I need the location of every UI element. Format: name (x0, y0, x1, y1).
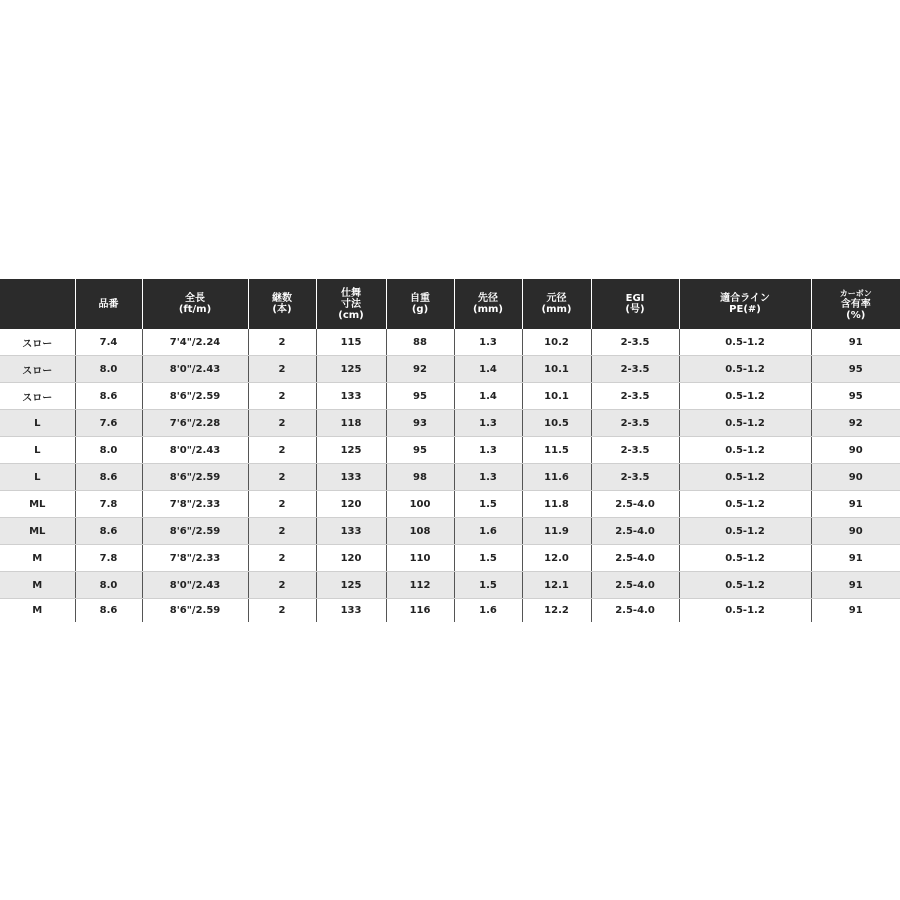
cell-closed-length: 115 (316, 329, 386, 356)
table-row (0, 410, 900, 437)
cell-weight: 108 (386, 518, 454, 545)
header-butt-diameter (522, 279, 591, 329)
cell-total-length: 8'0"/2.43 (142, 572, 248, 599)
table-row (0, 572, 900, 599)
cell-closed-length: 125 (316, 437, 386, 464)
spec-table-body (0, 329, 900, 622)
cell-tip-diameter: 1.3 (454, 437, 522, 464)
cell-carbon-content: 90 (811, 518, 900, 545)
cell-total-length: 8'6"/2.59 (142, 464, 248, 491)
cell-pieces: 2 (248, 599, 316, 623)
cell-line-pe: 0.5-1.2 (679, 464, 811, 491)
cell-weight: 95 (386, 383, 454, 410)
cell-egi-size: 2-3.5 (591, 464, 679, 491)
cell-total-length: 8'0"/2.43 (142, 356, 248, 383)
header-egi-size (591, 279, 679, 329)
cell-carbon-content: 95 (811, 356, 900, 383)
cell-line-pe: 0.5-1.2 (679, 545, 811, 572)
cell-total-length: 8'6"/2.59 (142, 383, 248, 410)
cell-pieces: 2 (248, 572, 316, 599)
cell-tip-diameter: 1.3 (454, 329, 522, 356)
cell-weight: 100 (386, 491, 454, 518)
header-butt-diameter-line: (mm) (541, 304, 572, 315)
header-weight-line: 自重 (410, 293, 430, 304)
cell-tip-diameter: 1.5 (454, 545, 522, 572)
cell-butt-diameter: 11.9 (522, 518, 591, 545)
cell-line-pe: 0.5-1.2 (679, 410, 811, 437)
cell-total-length: 8'6"/2.59 (142, 518, 248, 545)
cell-butt-diameter: 10.2 (522, 329, 591, 356)
cell-total-length: 8'0"/2.43 (142, 437, 248, 464)
cell-model-type: L (0, 410, 75, 437)
header-line-pe-line: 適合ライン (720, 293, 770, 304)
cell-line-pe: 0.5-1.2 (679, 518, 811, 545)
cell-weight: 92 (386, 356, 454, 383)
table-row (0, 356, 900, 383)
cell-model-type: L (0, 437, 75, 464)
table-row (0, 518, 900, 545)
cell-weight: 95 (386, 437, 454, 464)
cell-tip-diameter: 1.5 (454, 491, 522, 518)
cell-butt-diameter: 12.2 (522, 599, 591, 623)
header-line-pe (679, 279, 811, 329)
cell-product-number: 8.6 (75, 464, 142, 491)
cell-total-length: 7'8"/2.33 (142, 491, 248, 518)
cell-butt-diameter: 10.5 (522, 410, 591, 437)
cell-model-type: ML (0, 491, 75, 518)
header-total-length-line: (ft/m) (178, 304, 212, 315)
cell-closed-length: 120 (316, 545, 386, 572)
cell-model-type: L (0, 464, 75, 491)
cell-model-type: M (0, 545, 75, 572)
cell-egi-size: 2.5-4.0 (591, 491, 679, 518)
cell-carbon-content: 91 (811, 572, 900, 599)
cell-pieces: 2 (248, 356, 316, 383)
cell-tip-diameter: 1.6 (454, 599, 522, 623)
header-pieces (248, 279, 316, 329)
cell-carbon-content: 91 (811, 599, 900, 623)
cell-egi-size: 2-3.5 (591, 383, 679, 410)
header-tip-diameter (454, 279, 522, 329)
cell-total-length: 8'6"/2.59 (142, 599, 248, 623)
cell-model-type: M (0, 599, 75, 623)
cell-carbon-content: 91 (811, 329, 900, 356)
cell-butt-diameter: 12.1 (522, 572, 591, 599)
header-carbon-content-line: カーボン (839, 288, 872, 298)
header-carbon-content (811, 279, 900, 329)
cell-egi-size: 2-3.5 (591, 410, 679, 437)
header-closed-length-line: 寸法 (341, 298, 361, 310)
cell-carbon-content: 92 (811, 410, 900, 437)
cell-egi-size: 2.5-4.0 (591, 545, 679, 572)
header-model-type (0, 279, 75, 329)
cell-tip-diameter: 1.4 (454, 383, 522, 410)
cell-pieces: 2 (248, 518, 316, 545)
header-egi-size-line: EGI (625, 293, 645, 304)
cell-product-number: 7.8 (75, 491, 142, 518)
cell-egi-size: 2.5-4.0 (591, 572, 679, 599)
table-row (0, 599, 900, 623)
cell-product-number: 8.6 (75, 383, 142, 410)
cell-egi-size: 2-3.5 (591, 356, 679, 383)
header-weight-line: (g) (411, 304, 429, 315)
table-row (0, 383, 900, 410)
header-closed-length-line: 仕舞 (341, 287, 361, 299)
cell-butt-diameter: 12.0 (522, 545, 591, 572)
cell-carbon-content: 91 (811, 491, 900, 518)
cell-egi-size: 2.5-4.0 (591, 518, 679, 545)
table-row (0, 329, 900, 356)
header-closed-length (316, 279, 386, 329)
cell-egi-size: 2-3.5 (591, 437, 679, 464)
cell-line-pe: 0.5-1.2 (679, 491, 811, 518)
header-total-length (142, 279, 248, 329)
cell-tip-diameter: 1.5 (454, 572, 522, 599)
cell-tip-diameter: 1.6 (454, 518, 522, 545)
cell-total-length: 7'8"/2.33 (142, 545, 248, 572)
cell-pieces: 2 (248, 383, 316, 410)
header-pieces-line: 継数 (272, 293, 292, 304)
cell-carbon-content: 95 (811, 383, 900, 410)
cell-carbon-content: 90 (811, 464, 900, 491)
cell-butt-diameter: 11.8 (522, 491, 591, 518)
cell-tip-diameter: 1.4 (454, 356, 522, 383)
table-row (0, 491, 900, 518)
header-tip-diameter-line: 先径 (478, 293, 498, 304)
cell-product-number: 8.6 (75, 599, 142, 623)
cell-weight: 93 (386, 410, 454, 437)
cell-tip-diameter: 1.3 (454, 410, 522, 437)
cell-weight: 98 (386, 464, 454, 491)
cell-egi-size: 2-3.5 (591, 329, 679, 356)
cell-model-type: スロー (0, 329, 75, 356)
cell-model-type: ML (0, 518, 75, 545)
header-product-number-line: 品番 (98, 298, 119, 310)
header-weight (386, 279, 454, 329)
cell-product-number: 8.0 (75, 437, 142, 464)
cell-model-type: スロー (0, 383, 75, 410)
cell-closed-length: 125 (316, 572, 386, 599)
cell-product-number: 7.6 (75, 410, 142, 437)
header-carbon-content-line: 含有率 (840, 298, 871, 310)
cell-butt-diameter: 11.5 (522, 437, 591, 464)
table-row (0, 437, 900, 464)
cell-weight: 116 (386, 599, 454, 623)
cell-product-number: 7.4 (75, 329, 142, 356)
cell-closed-length: 133 (316, 383, 386, 410)
cell-total-length: 7'4"/2.24 (142, 329, 248, 356)
cell-weight: 88 (386, 329, 454, 356)
cell-butt-diameter: 10.1 (522, 356, 591, 383)
cell-closed-length: 133 (316, 464, 386, 491)
cell-closed-length: 133 (316, 599, 386, 623)
header-closed-length-line: (cm) (338, 309, 364, 321)
header-butt-diameter-line: 元径 (546, 293, 567, 304)
header-row (0, 279, 900, 329)
cell-total-length: 7'6"/2.28 (142, 410, 248, 437)
cell-product-number: 7.8 (75, 545, 142, 572)
header-egi-size-line: (号) (625, 304, 645, 315)
cell-product-number: 8.0 (75, 356, 142, 383)
cell-line-pe: 0.5-1.2 (679, 599, 811, 623)
cell-product-number: 8.0 (75, 572, 142, 599)
cell-closed-length: 120 (316, 491, 386, 518)
cell-pieces: 2 (248, 329, 316, 356)
cell-pieces: 2 (248, 410, 316, 437)
header-pieces-line: (本) (272, 304, 292, 315)
cell-pieces: 2 (248, 437, 316, 464)
cell-carbon-content: 90 (811, 437, 900, 464)
spec-table-header (0, 279, 900, 329)
cell-carbon-content: 91 (811, 545, 900, 572)
cell-closed-length: 133 (316, 518, 386, 545)
cell-tip-diameter: 1.3 (454, 464, 522, 491)
cell-line-pe: 0.5-1.2 (679, 383, 811, 410)
cell-line-pe: 0.5-1.2 (679, 356, 811, 383)
header-carbon-content-line: (%) (846, 309, 866, 321)
table-row (0, 464, 900, 491)
table-row (0, 545, 900, 572)
header-tip-diameter-line: (mm) (473, 304, 503, 315)
cell-pieces: 2 (248, 491, 316, 518)
cell-pieces: 2 (248, 464, 316, 491)
cell-butt-diameter: 10.1 (522, 383, 591, 410)
header-product-number (75, 279, 142, 329)
cell-closed-length: 118 (316, 410, 386, 437)
header-total-length-line: 全長 (185, 293, 205, 304)
spec-table (0, 279, 900, 622)
cell-product-number: 8.6 (75, 518, 142, 545)
cell-model-type: M (0, 572, 75, 599)
header-line-pe-line: PE(#) (729, 304, 761, 315)
cell-weight: 112 (386, 572, 454, 599)
cell-weight: 110 (386, 545, 454, 572)
cell-closed-length: 125 (316, 356, 386, 383)
cell-line-pe: 0.5-1.2 (679, 329, 811, 356)
cell-butt-diameter: 11.6 (522, 464, 591, 491)
cell-line-pe: 0.5-1.2 (679, 572, 811, 599)
cell-pieces: 2 (248, 545, 316, 572)
cell-model-type: スロー (0, 356, 75, 383)
cell-line-pe: 0.5-1.2 (679, 437, 811, 464)
cell-egi-size: 2.5-4.0 (591, 599, 679, 623)
